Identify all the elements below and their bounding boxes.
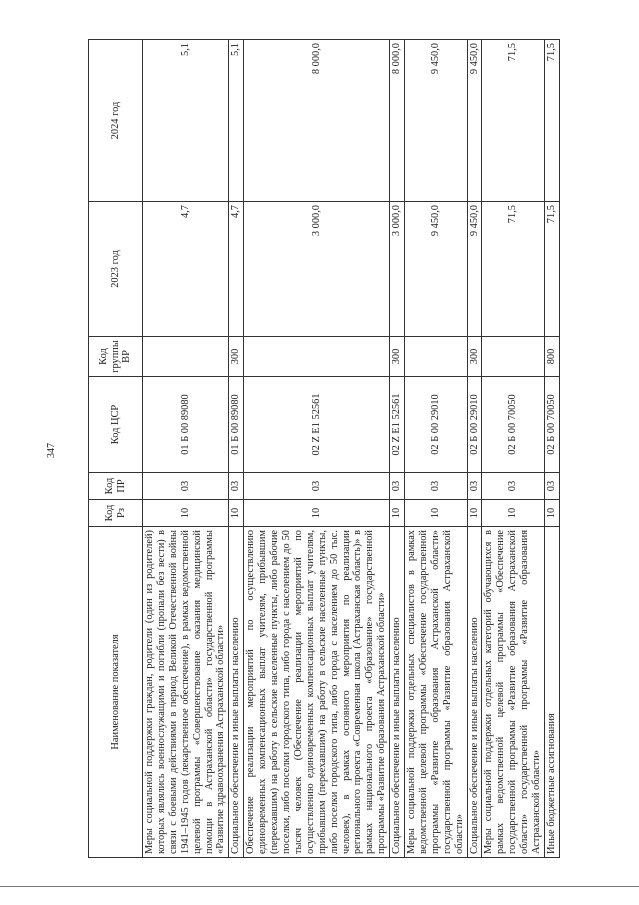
- row-2023: 4,7: [229, 202, 244, 337]
- row-vr: [405, 337, 468, 377]
- column-header-2023: 2023 год: [89, 202, 143, 337]
- row-2023: 71,5: [545, 202, 560, 337]
- table-header-row: [89, 40, 143, 858]
- row-csr: 02 Б 00 29010: [405, 377, 468, 473]
- row-2024: 8 000,0: [244, 40, 390, 202]
- table-row: [143, 40, 229, 858]
- rotated-page-content: [88, 40, 557, 858]
- row-csr: 02 Z E1 52561: [390, 377, 405, 473]
- row-pr: 03: [143, 473, 229, 500]
- row-pr: 03: [467, 473, 482, 500]
- row-2024: 5,1: [143, 40, 229, 202]
- row-2024: 9 450,0: [405, 40, 468, 202]
- page-number: 347: [46, 443, 57, 458]
- row-rz: 10: [143, 500, 229, 527]
- row-rz: 10: [229, 500, 244, 527]
- row-name: Социальное обеспечение и иные выплаты населению: [390, 527, 405, 858]
- row-rz: 10: [390, 500, 405, 527]
- row-pr: 03: [545, 473, 560, 500]
- table-row: [482, 40, 545, 858]
- row-csr: 02 Б 00 70050: [545, 377, 560, 473]
- row-pr: 03: [229, 473, 244, 500]
- table-row: [545, 40, 560, 858]
- row-name: Социальное обеспечение и иные выплаты населению: [229, 527, 244, 858]
- table-row: [405, 40, 468, 858]
- row-csr: 02 Б 00 70050: [482, 377, 545, 473]
- row-2023: 4,7: [143, 202, 229, 337]
- row-name: Меры социальной поддержки отдельных специалистов в рамках ведомственной целевой программы «Обеспечение государственной программы «Развитие образования Астраханской области» государственной программы «Развитие образования Астраханской области»: [405, 527, 468, 858]
- table-row: [244, 40, 390, 858]
- row-vr: [244, 337, 390, 377]
- row-2023: 71,5: [482, 202, 545, 337]
- column-header-2024: 2024 год: [89, 40, 143, 202]
- row-vr: 300: [390, 337, 405, 377]
- row-2024: 9 450,0: [467, 40, 482, 202]
- row-csr: 02 Б 00 29010: [467, 377, 482, 473]
- row-2024: 71,5: [545, 40, 560, 202]
- row-rz: 10: [482, 500, 545, 527]
- footer-rule: [0, 886, 639, 887]
- row-csr: 01 Б 00 89080: [229, 377, 244, 473]
- row-rz: 10: [545, 500, 560, 527]
- row-name: Обеспечение реализации мероприятий по осуществлению единовременных компенсационных выплат учителям, прибывшим (переехавшим) на работу в сельские населенные пункты, либо рабочие поселки, либо поселки городского типа, либо города с населением до 50 тысяч человек (Обеспечение реализации мероприятий по осуществлению единовременных компенсационных выплат учителям, прибывшим (переехавшим) на работу в сельские населенные пункты, либо поселки городского типа, либо города с населением до 50 тыс. человек), в рамках основного мероприятия по реализации регионального проекта «Современная школа (Астраханская область)» в рамках национального проекта «Образование» государственной программы «Развитие образования Астраханской области»: [244, 527, 390, 858]
- row-name: Иные бюджетные ассигнования: [545, 527, 560, 858]
- row-rz: 10: [244, 500, 390, 527]
- table-row: [390, 40, 405, 858]
- row-2023: 9 450,0: [467, 202, 482, 337]
- row-2023: 3 000,0: [244, 202, 390, 337]
- row-vr: 800: [545, 337, 560, 377]
- row-pr: 03: [405, 473, 468, 500]
- row-vr: [143, 337, 229, 377]
- row-vr: [482, 337, 545, 377]
- row-pr: 03: [390, 473, 405, 500]
- row-vr: 300: [229, 337, 244, 377]
- row-2024: 5,1: [229, 40, 244, 202]
- table-row: [467, 40, 482, 858]
- row-csr: 02 Z E1 52561: [244, 377, 390, 473]
- row-vr: 300: [467, 337, 482, 377]
- column-header-vr: Код группы ВР: [89, 337, 143, 377]
- row-2024: 8 000,0: [390, 40, 405, 202]
- column-header-name: Наименование показателя: [89, 527, 143, 858]
- row-name: Меры социальной поддержки граждан, родители (один из родителей) которых являлись военнослужащими и погибли (пропали без вести) в связи с боевыми действиями в период Великой Отечественной войны 1941–1945 годов (лекарственное обеспечение), в рамках ведомственной целевой программы «Совершенствование оказания медицинской помощи в Астраханской области» государственной программы «Развитие здравоохранения Астраханской области»: [143, 527, 229, 858]
- row-csr: 01 Б 00 89080: [143, 377, 229, 473]
- row-2024: 71,5: [482, 40, 545, 202]
- column-header-rz: Код Рз: [89, 500, 143, 527]
- budget-table: [88, 39, 560, 858]
- row-name: Социальное обеспечение и иные выплаты населению: [467, 527, 482, 858]
- row-name: Меры социальной поддержки отдельных категорий обучающихся в рамках ведомственной целевой программы «Обеспечение государственной программы «Развитие образования Астраханской области» государственной программы «Развитие образования Астраханской области»: [482, 527, 545, 858]
- row-2023: 3 000,0: [390, 202, 405, 337]
- row-2023: 9 450,0: [405, 202, 468, 337]
- row-pr: 03: [244, 473, 390, 500]
- table-row: [229, 40, 244, 858]
- column-header-pr: Код ПР: [89, 473, 143, 500]
- row-rz: 10: [405, 500, 468, 527]
- column-header-csr: Код ЦСР: [89, 377, 143, 473]
- row-rz: 10: [467, 500, 482, 527]
- row-pr: 03: [482, 473, 545, 500]
